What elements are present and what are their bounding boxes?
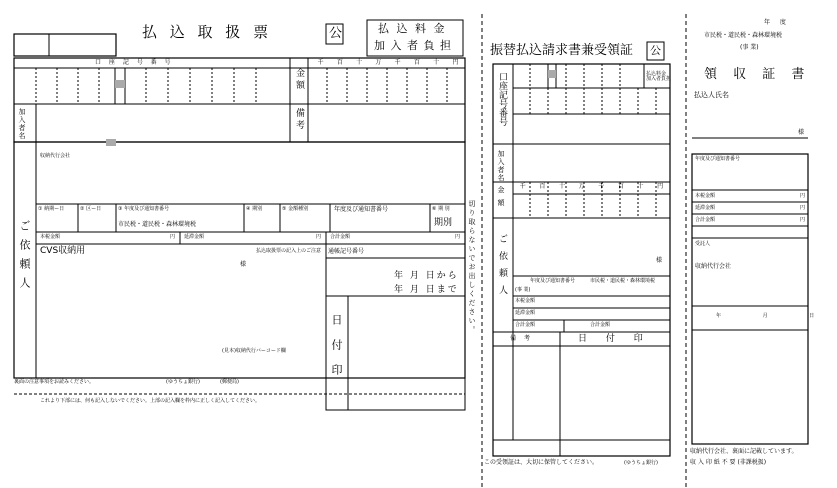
middle-remarks: 備考 xyxy=(510,335,539,342)
digit: 円 xyxy=(452,59,459,66)
digit: 千 xyxy=(317,59,324,66)
right-yen-1: 円 xyxy=(800,193,806,199)
digit: 百 xyxy=(539,183,546,190)
middle-year-label: 年度及び通知書番号 xyxy=(530,278,576,284)
middle-city-line: 市民税・道民税・森林環境税 xyxy=(590,278,656,284)
digit: 百 xyxy=(336,59,343,66)
left-account-frame xyxy=(14,58,465,142)
left-fee-line2: 加 入 者 負 担 xyxy=(374,39,452,52)
left-fee-line1: 払 込 料 金 xyxy=(378,22,447,35)
middle-kind: (事 業) xyxy=(515,287,531,293)
left-member-label: 加入者名 xyxy=(18,108,26,140)
left-barcode-note: (見本)収納代行バーコード欄 xyxy=(222,348,286,354)
top-left-box xyxy=(14,34,116,56)
left-field-2: ② 区ー日 xyxy=(80,206,102,212)
left-year-label: 年度及び通知書番号 xyxy=(334,206,389,213)
left-field-1: ① 納期ー日 xyxy=(38,206,65,212)
middle-delay: 延滞金額 xyxy=(515,310,536,316)
middle-fee-note: 払込料金 加入者負担 xyxy=(646,71,672,82)
middle-footer-2: (ゆうちょ銀行) xyxy=(624,460,658,466)
middle-amount-digits xyxy=(513,184,670,190)
left-payer-label: ご依頼人 xyxy=(18,220,31,296)
left-cvs-label: CVS収納用 xyxy=(40,246,86,256)
digit: 百 xyxy=(617,183,624,190)
middle-total: 合計金額 xyxy=(515,322,536,328)
left-footer-2: (ゆうちょ銀行) xyxy=(166,379,200,385)
left-yen-2: 円 xyxy=(316,234,322,240)
right-notice: 収納代行会社、裏面に記載しています。 xyxy=(690,448,798,455)
left-field-4: ④ 期別 xyxy=(246,206,263,212)
right-principal: 本税金額 xyxy=(695,193,716,199)
digit: 千 xyxy=(394,59,401,66)
right-agent: 受託人 xyxy=(695,241,711,247)
digit: 百 xyxy=(413,59,420,66)
right-title: 領 収 証 書 xyxy=(704,67,811,82)
digit: 十 xyxy=(433,59,440,66)
right-kind: (事 業) xyxy=(740,44,759,51)
digit: 万 xyxy=(375,59,382,66)
left-city-line: 市民税・道民税・森林環境税 xyxy=(118,221,197,228)
right-customer: 様 xyxy=(798,129,805,136)
left-body-frame xyxy=(14,142,465,378)
right-year-label: 年度及び通知書番号 xyxy=(695,156,741,162)
left-amount-digits xyxy=(311,60,465,66)
left-yen-1: 円 xyxy=(170,234,176,240)
left-field-3: ③ 年度及び通知書番号 xyxy=(118,206,170,212)
middle-amount-label: 金額 xyxy=(497,186,505,212)
right-total: 合計金額 xyxy=(695,217,716,223)
left-date-label: 日付印 xyxy=(330,314,343,389)
middle-member-label: 加入者名 xyxy=(497,150,505,182)
left-footer-1: 裏面の注意事項をお読みください。 xyxy=(14,379,95,385)
left-footer-3: (郵便局) xyxy=(220,379,239,385)
left-collection-agent: 収納代行会社 xyxy=(40,153,71,159)
middle-title: 振替払込請求書兼受領証 xyxy=(490,43,634,58)
right-delay: 延滞金額 xyxy=(695,205,716,211)
left-cut-text: 切り取らないでお出しください。 xyxy=(468,200,476,335)
right-year: 年 度 xyxy=(764,19,790,26)
right-date-row: 年 月 日 xyxy=(716,313,835,319)
left-period-from: 年 月 日から xyxy=(394,271,459,281)
middle-footer: この受領証は、大切に保管してください。 xyxy=(484,459,599,466)
left-remarks-label: 備考 xyxy=(294,108,304,132)
digit: 千 xyxy=(598,183,605,190)
left-receipt-no: 通帳記号番号 xyxy=(328,248,365,255)
middle-payer-label: ご依頼人 xyxy=(497,234,507,302)
left-yen-3: 円 xyxy=(455,234,461,240)
right-yen-3: 円 xyxy=(800,217,806,223)
middle-principal: 本税金額 xyxy=(515,298,536,304)
left-period-to: 年 月 日まで xyxy=(394,285,459,295)
left-seal: 公 xyxy=(329,26,343,41)
left-footer-4: これより下部には、何も記入しないでください。上部の記入欄を枠内に正しく記入してください。 xyxy=(40,398,261,404)
left-cvs-note: 払込取扱票の記入上のご注意 xyxy=(256,248,322,254)
right-stamp-note: 収 入 印 紙 不 要 (非課税扱) xyxy=(690,459,767,466)
left-account-header: 口 座 記 号 番 号 xyxy=(95,59,174,66)
left-delay: 延滞金額 xyxy=(184,234,205,240)
left-total: 合計金額 xyxy=(330,234,351,240)
right-payer-name: 払込人氏名 xyxy=(694,91,729,99)
digit: 千 xyxy=(519,183,526,190)
digit: 十 xyxy=(637,183,644,190)
middle-customer: 様 xyxy=(656,257,663,264)
left-field-6: ⑥ 期 別 xyxy=(432,206,450,212)
digit: 十 xyxy=(356,59,363,66)
right-collection-agent: 収納代行会社 xyxy=(695,263,732,270)
left-amount-label: 金額 xyxy=(294,68,304,92)
left-period-label: 期別 xyxy=(434,218,453,228)
left-title: 払 込 取 扱 票 xyxy=(142,23,273,41)
digit: 万 xyxy=(578,183,585,190)
digit: 円 xyxy=(657,183,664,190)
right-city-line: 市民税・道民税・森林環境税 xyxy=(704,32,783,39)
left-principal: 本税金額 xyxy=(40,234,61,240)
right-yen-2: 円 xyxy=(800,205,806,211)
left-customer: 様 xyxy=(240,261,247,268)
middle-account-label: 口座記号番号 xyxy=(497,72,507,126)
left-field-5: ⑤ 金額種別 xyxy=(282,206,309,212)
middle-frame xyxy=(493,64,670,456)
digit: 十 xyxy=(559,183,566,190)
middle-seal: 公 xyxy=(650,44,661,57)
middle-total-2: 合計金額 xyxy=(590,322,611,328)
middle-date-label: 日 付 印 xyxy=(578,334,651,344)
